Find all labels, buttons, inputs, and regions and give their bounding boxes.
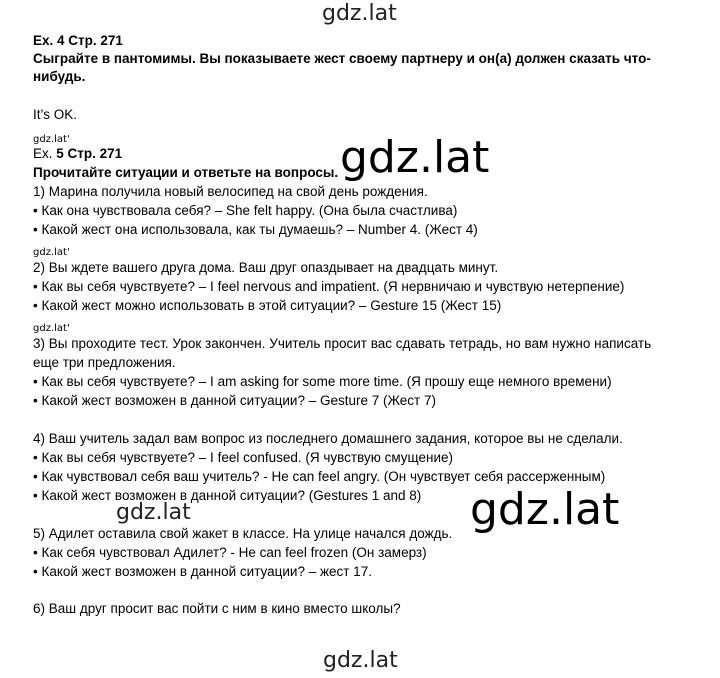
ex5-line: • Как вы себя чувствуете? – I feel confused. (Я чувствую смущение) [33, 450, 454, 465]
ex5-line: • Как вы себя чувствуете? – I am asking for some more time. (Я прошу еще немного времени) [33, 374, 612, 389]
ex4-task-line2: нибудь. [33, 69, 86, 84]
ex5-line: • Как она чувствовала себя? – She felt happy. (Она была счастлива) [33, 203, 458, 218]
ex4-answer: It’s OK. [33, 107, 78, 122]
ex5-line: 2) Вы ждете вашего друга дома. Ваш друг опаздывает на двадцать минут. [33, 260, 499, 275]
ex5-line: • Как вы себя чувствуете? – I feel nervous and impatient. (Я нервничаю и чувствую нетерпение) [33, 279, 625, 294]
ex5-header-prefix: Ex. [33, 146, 57, 161]
watermark-bottom: gdz.lat [323, 648, 398, 673]
ex5-task: Прочитайте ситуации и ответьте на вопросы. [33, 165, 339, 180]
ex5-line: • Какой жест возможен в данной ситуации? – жест 17. [33, 564, 372, 579]
ex5-line: • Какой жест она использовала, как ты думаешь? – Number 4. (Жест 4) [33, 222, 478, 237]
watermark-mid: gdz.lat [116, 500, 191, 525]
ex5-line: 1) Марина получила новый велосипед на свой день рождения. [33, 184, 428, 199]
watermark-small-1: gdz.lat' [33, 134, 70, 145]
watermark-small-3: gdz.lat' [33, 323, 70, 334]
watermark-top: gdz.lat [322, 1, 397, 26]
ex4-header: Ex. 4 Стр. 271 [33, 33, 123, 48]
ex5-line: • Какой жест возможен в данной ситуации? – Gesture 7 (Жест 7) [33, 393, 436, 408]
ex5-line: • Как чувствовал себя ваш учитель? - He can feel angry. (Он чувствует себя рассерженным) [33, 469, 606, 484]
ex5-line: 4) Ваш учитель задал вам вопрос из последнего домашнего задания, которое вы не сделали. [33, 431, 623, 446]
ex5-line: • Какой жест можно использовать в этой ситуации? – Gesture 15 (Жест 15) [33, 298, 502, 313]
ex5-line: еще три предложения. [33, 355, 176, 370]
ex5-line: • Какой жест возможен в данной ситуации? (Gestures 1 and 8) [33, 488, 422, 503]
watermark-big-2: gdz.lat [470, 484, 620, 535]
ex4-task-line1: Сыграйте в пантомимы. Вы показываете жест своему партнеру и он(а) должен сказать что- [33, 51, 651, 66]
ex5-header-rest: 5 Стр. 271 [56, 146, 123, 161]
watermark-big-1: gdz.lat [340, 132, 490, 183]
ex5-line: 3) Вы проходите тест. Урок закончен. Учитель просит вас сдавать тетрадь, но вам нужно написать [33, 336, 652, 351]
ex5-line: 6) Ваш друг просит вас пойти с ним в кино вместо школы? [33, 601, 401, 616]
ex5-header [33, 145, 122, 163]
watermark-small-2: gdz.lat' [33, 247, 70, 258]
ex5-line: 5) Адилет оставила свой жакет в классе. На улице начался дождь. [33, 526, 453, 541]
ex5-line: • Как себя чувствовал Адилет? - He can feel frozen (Он замерз) [33, 545, 427, 560]
